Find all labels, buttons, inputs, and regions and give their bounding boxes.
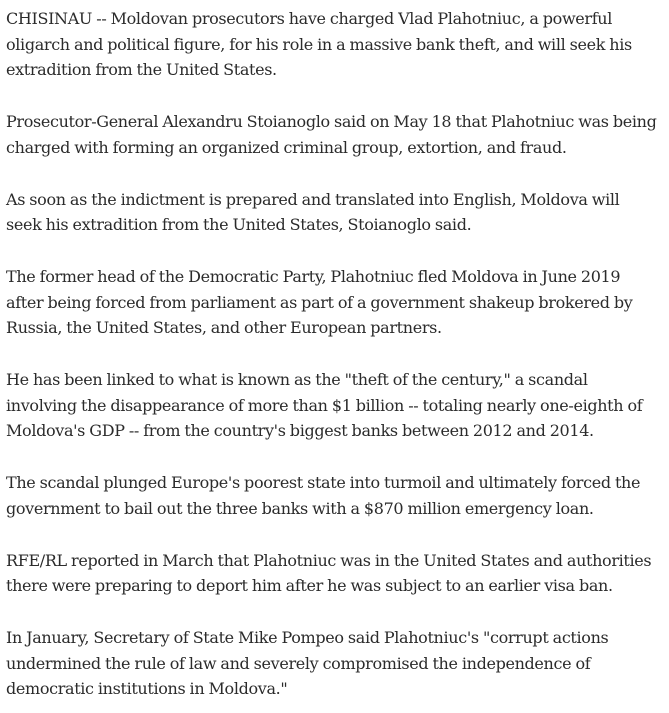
article-paragraph: CHISINAU -- Moldovan prosecutors have charged Vlad Plahotniuc, a powerful oligarch and political figure, for his role in a massive bank theft, and will seek his extradition from the United States. — [6, 9, 632, 80]
article-paragraph: RFE/RL reported in March that Plahotniuc was in the United States and authorities there were preparing to deport him after he was subject to an earlier visa ban. — [6, 550, 652, 596]
article-paragraph: As soon as the indictment is prepared and translated into English, Moldova will seek his extradition from the United States, Stoianoglo said. — [6, 189, 620, 235]
article-paragraph: The scandal plunged Europe's poorest state into turmoil and ultimately forced the government to bail out the three banks with a $870 million emergency loan. — [6, 473, 641, 518]
article-paragraph: Prosecutor-General Alexandru Stoianoglo said on May 18 that Plahotniuc was being charged with forming an organized criminal group, extortion, and fraud. — [6, 112, 657, 157]
article-paragraph: The former head of the Democratic Party, Plahotniuc fled Moldova in June 2019 after being forced from parliament as part of a government shakeup brokered by Russia, the United States, and other European partners. — [6, 266, 633, 338]
article-paragraph: He has been linked to what is known as the "theft of the century," a scandal involving the disappearance of more than $1 billion -- totaling nearly one-eighth of Moldova's GDP -- from the country's biggest banks between 2012 and 2014. — [6, 370, 643, 441]
article-paragraph: In January, Secretary of State Mike Pompeo said Plahotniuc's "corrupt actions undermined the rule of law and severely compromised the independence of democratic institutions in Moldova." — [6, 627, 609, 699]
